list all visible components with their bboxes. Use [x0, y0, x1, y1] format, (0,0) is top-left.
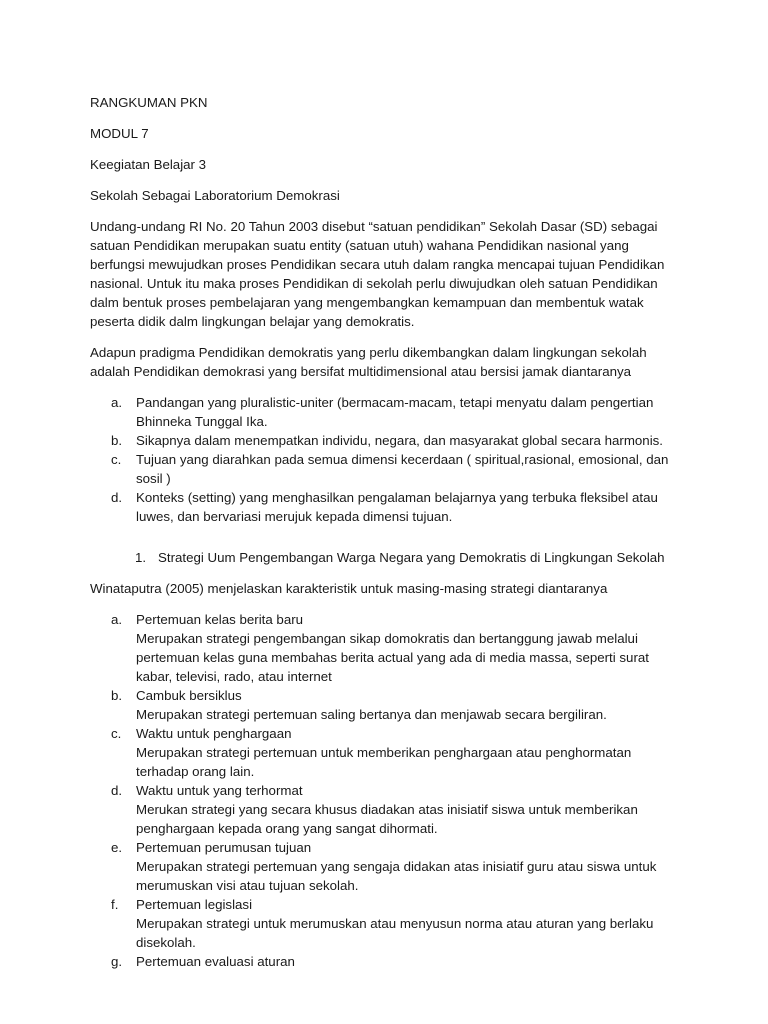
list-item — [90, 610, 680, 686]
list-item — [90, 431, 680, 450]
list-item-text: Pandangan yang pluralistic-uniter (bermacam-macam, tetapi menyatu dalam pengertian Bhinneka Tunggal Ika. — [136, 395, 654, 429]
doc-title: RANGKUMAN PKN — [90, 95, 208, 110]
strategy-title: Pertemuan legislasi — [136, 897, 253, 912]
list-item-text: Sikapnya dalam menempatkan individu, negara, dan masyarakat global secara harmonis. — [136, 433, 663, 448]
strategy-list — [90, 610, 680, 971]
list-item — [90, 488, 680, 526]
list-item-text: Konteks (setting) yang menghasilkan pengalaman belajarnya yang terbuka fleksibel atau luwes, dan bervariasi merujuk kepada dimensi tujuan. — [136, 490, 658, 524]
list-marker: a. — [111, 612, 123, 627]
document-body — [90, 93, 680, 983]
number-marker: 1. — [135, 550, 147, 565]
strategy-title: Pertemuan evaluasi aturan — [136, 954, 295, 969]
list-marker: b. — [111, 688, 123, 703]
list-marker: a. — [111, 395, 123, 410]
numbered-heading — [90, 548, 680, 567]
activity-label: Keegiatan Belajar 3 — [90, 157, 207, 172]
list-marker: d. — [111, 490, 123, 505]
numbered-item — [90, 548, 680, 567]
list-item-text: Tujuan yang diarahkan pada semua dimensi kecerdaan ( spiritual,rasional, emosional, dan sosil ) — [136, 452, 669, 486]
list-marker: e. — [111, 840, 123, 855]
strategy-desc: Merupakan strategi untuk merumuskan atau menyusun norma atau aturan yang berlaku disekolah. — [136, 916, 654, 950]
list-marker: c. — [111, 726, 122, 741]
numbered-item-text: Strategi Uum Pengembangan Warga Negara yang Demokratis di Lingkungan Sekolah — [158, 550, 665, 565]
list-item — [90, 895, 680, 952]
strategy-title: Waktu untuk yang terhormat — [136, 783, 303, 798]
list-marker: g. — [111, 954, 123, 969]
list-item — [90, 450, 680, 488]
module-label: MODUL 7 — [90, 126, 149, 141]
strategy-desc: Merupakan strategi pertemuan untuk memberikan penghargaan atau penghormatan terhadap orang lain. — [136, 745, 632, 779]
strategy-title: Pertemuan kelas berita baru — [136, 612, 304, 627]
paragraph-1: Undang-undang RI No. 20 Tahun 2003 disebut “satuan pendidikan” Sekolah Dasar (SD) sebagai satuan Pendidikan merupakan suatu entity (satuan utuh) wahana Pendidikan nasional yang berfungsi mewujudkan proses Pendidikan secara utuh dalam rangka mencapai tujuan Pendidikan nasional. Untuk itu maka proses Pendidikan di sekolah perlu diwujudkan oleh satuan Pendidikan dalm bentuk proses pembelajaran yang mengembangkan kemampuan dan membentuk watak peserta didik dalm lingkungan belajar yang demokratis. — [90, 219, 665, 329]
list-item — [90, 686, 680, 724]
list-item — [90, 724, 680, 781]
list-marker: f. — [111, 897, 119, 912]
section-title: Sekolah Sebagai Laboratorium Demokrasi — [90, 188, 340, 203]
list-item — [90, 393, 680, 431]
strategy-desc: Merupakan strategi pertemuan saling bertanya dan menjawab secara bergiliran. — [136, 707, 607, 722]
paragraph-3: Winataputra (2005) menjelaskan karakteristik untuk masing-masing strategi diantaranya — [90, 581, 608, 596]
paragraph-2: Adapun pradigma Pendidikan demokratis yang perlu dikembangkan dalam lingkungan sekolah adalah Pendidikan demokrasi yang bersifat multidimensional atau bersisi jamak diantaranya — [90, 345, 647, 379]
paradigm-list — [90, 393, 680, 526]
strategy-title: Waktu untuk penghargaan — [136, 726, 292, 741]
list-marker: c. — [111, 452, 122, 467]
list-item — [90, 952, 680, 971]
strategy-desc: Merupakan strategi pengembangan sikap domokratis dan bertanggung jawab melalui pertemuan kelas guna membahas berita actual yang ada di media massa, seperti surat kabar, televisi, rado, atau internet — [136, 631, 649, 684]
list-item — [90, 781, 680, 838]
list-marker: d. — [111, 783, 123, 798]
strategy-title: Cambuk bersiklus — [136, 688, 242, 703]
strategy-desc: Merukan strategi yang secara khusus diadakan atas inisiatif siswa untuk memberikan penghargaan kepada orang yang sangat dihormati. — [136, 802, 638, 836]
list-item — [90, 838, 680, 895]
strategy-title: Pertemuan perumusan tujuan — [136, 840, 312, 855]
strategy-desc: Merupakan strategi pertemuan yang sengaja didakan atas inisiatif guru atau siswa untuk merumuskan visi atau tujuan sekolah. — [136, 859, 657, 893]
list-marker: b. — [111, 433, 123, 448]
